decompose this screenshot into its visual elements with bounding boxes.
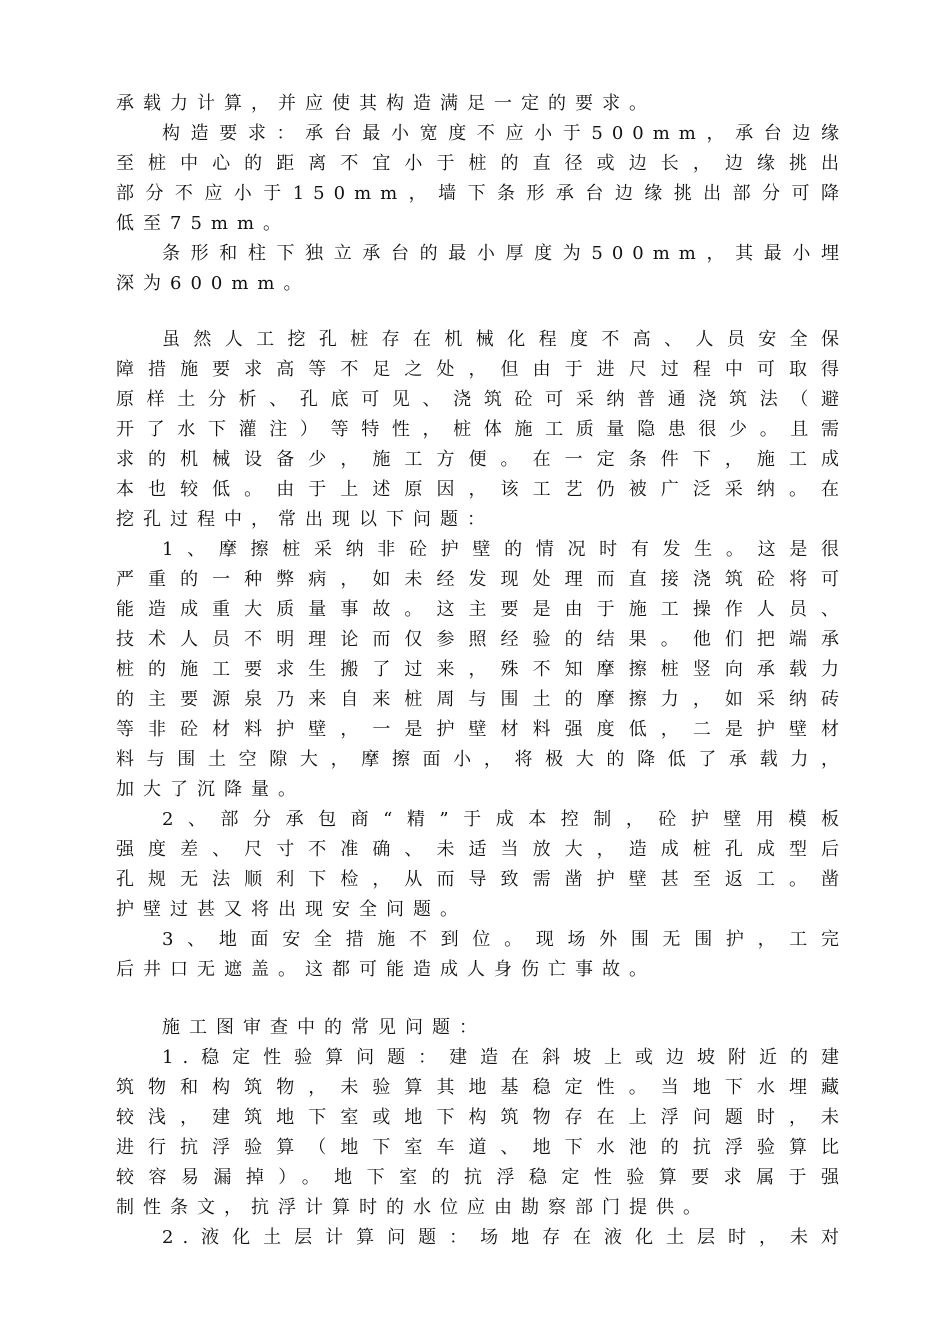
text-line: 条形和柱下独立承台的最小厚度为500mm，其最小埋 <box>162 243 848 264</box>
text-line: 原样土分析、孔底可见、浇筑砼可采纳普通浇筑法（避 <box>116 389 848 410</box>
text-line: 1、摩擦桩采纳非砼护壁的情况时有发生。这是很 <box>162 539 848 560</box>
text-line: 至桩中心的距离不宜小于桩的直径或边长，边缘挑出 <box>116 153 848 174</box>
text-line: 进行抗浮验算（地下室车道、地下水池的抗浮验算比 <box>116 1137 848 1158</box>
text-line: 2、部分承包商“精”于成本控制，砼护壁用模板 <box>162 809 848 830</box>
text-line: 技术人员不明理论而仅参照经验的结果。他们把端承 <box>116 629 848 650</box>
text-line: 能造成重大质量事故。这主要是由于施工操作人员、 <box>116 599 848 620</box>
text-line: 求的机械设备少，施工方便。在一定条件下，施工成 <box>116 449 848 470</box>
text-line: 制性条文，抗浮计算时的水位应由勘察部门提供。 <box>116 1197 710 1218</box>
text-line: 部分不应小于150mm，墙下条形承台边缘挑出部分可降 <box>116 183 848 204</box>
text-line: 2.液化土层计算问题：场地存在液化土层时，未对 <box>162 1227 848 1248</box>
text-line: 挖孔过程中，常出现以下问题： <box>116 509 494 530</box>
text-line: 的主要源泉乃来自来桩周与围土的摩擦力，如采纳砖 <box>116 689 848 710</box>
text-line: 低至75mm。 <box>116 213 291 234</box>
text-line: 料与围土空隙大，摩擦面小，将极大的降低了承载力， <box>116 749 848 770</box>
text-line: 较浅，建筑地下室或地下构筑物存在上浮问题时，未 <box>116 1107 848 1128</box>
text-line: 后井口无遮盖。这都可能造成人身伤亡事故。 <box>116 959 656 980</box>
text-line: 构造要求：承台最小宽度不应小于500mm，承台边缘 <box>162 123 848 144</box>
section-heading: 施工图审查中的常见问题： <box>162 1017 486 1038</box>
text-line: 开了水下灌注）等特性，桩体施工质量隐患很少。且需 <box>116 419 848 440</box>
text-line: 3、地面安全措施不到位。现场外围无围护，工完 <box>162 929 848 950</box>
text-line: 本也较低。由于上述原因，该工艺仍被广泛采纳。在 <box>116 479 848 500</box>
text-line: 孔规无法顺利下检，从而导致需凿护壁甚至返工。凿 <box>116 869 848 890</box>
text-line: 较容易漏掉）。地下室的抗浮稳定性验算要求属于强 <box>116 1167 848 1188</box>
text-line: 承载力计算，并应使其构造满足一定的要求。 <box>116 93 656 114</box>
text-line: 障措施要求高等不足之处，但由于进尺过程中可取得 <box>116 359 848 380</box>
text-line: 虽然人工挖孔桩存在机械化程度不高、人员安全保 <box>162 329 848 350</box>
text-line: 护壁过甚又将出现安全问题。 <box>116 899 467 920</box>
text-line: 等非砼材料护壁，一是护壁材料强度低，二是护壁材 <box>116 719 848 740</box>
text-line: 严重的一种弊病，如未经发现处理而直接浇筑砼将可 <box>116 569 848 590</box>
text-line: 1.稳定性验算问题：建造在斜坡上或边坡附近的建 <box>162 1047 848 1068</box>
text-line: 加大了沉降量。 <box>116 779 305 800</box>
text-line: 筑物和构筑物，未验算其地基稳定性。当地下水埋藏 <box>116 1077 848 1098</box>
text-line: 桩的施工要求生搬了过来，殊不知摩擦桩竖向承载力 <box>116 659 848 680</box>
text-line: 深为600mm。 <box>116 273 311 294</box>
text-line: 强度差、尺寸不准确、未适当放大，造成桩孔成型后 <box>116 839 848 860</box>
